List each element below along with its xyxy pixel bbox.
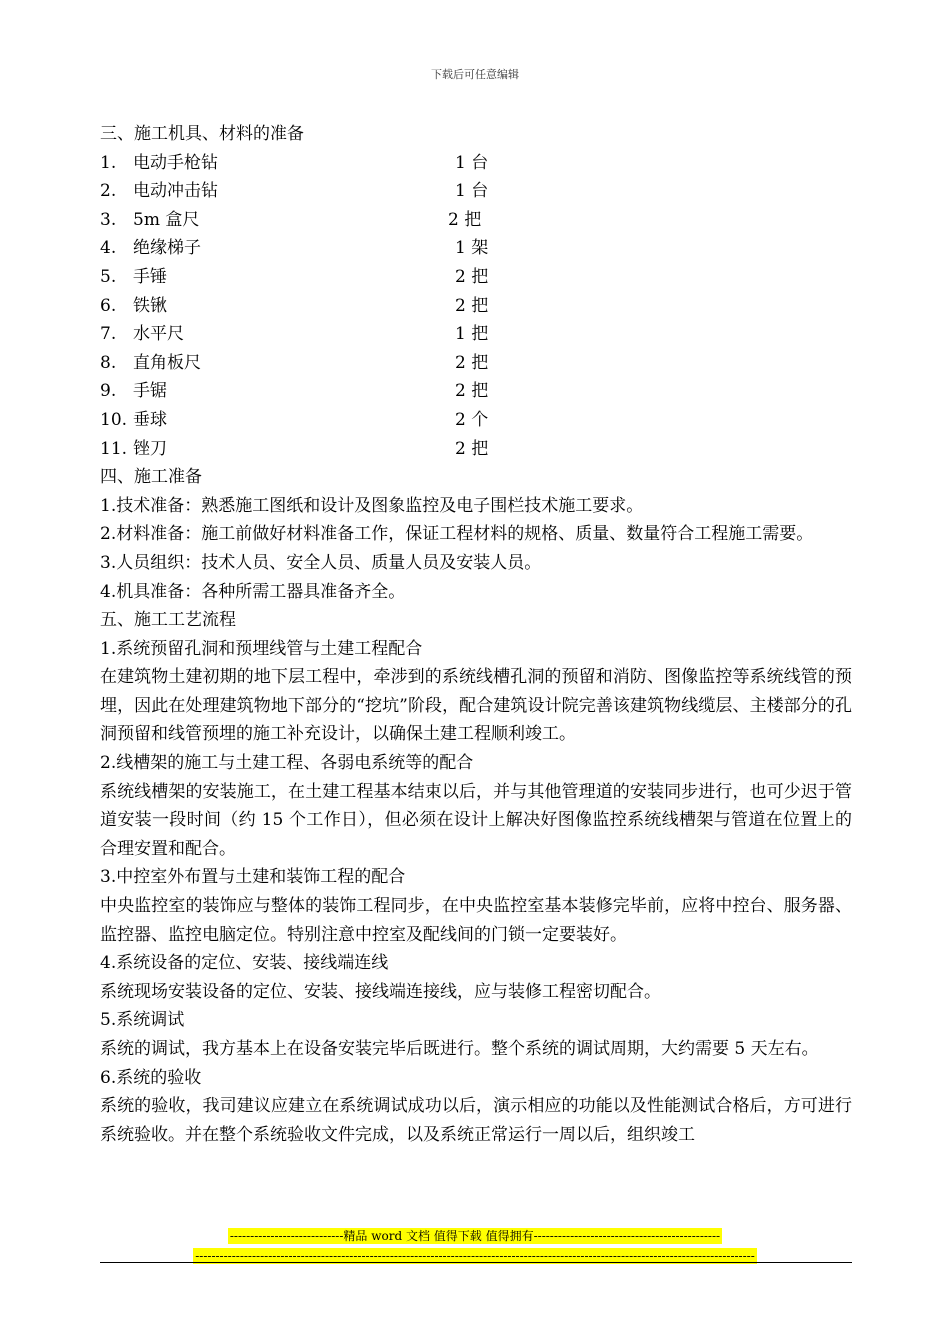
tool-row xyxy=(100,292,852,321)
tool-quantity: 2 把 xyxy=(448,209,482,230)
tool-quantity: 1 台 xyxy=(455,152,489,173)
tool-quantity: 1 把 xyxy=(455,324,489,345)
tool-number: 6. xyxy=(100,295,117,316)
step-body: 中央监控室的装饰应与整体的装饰工程同步，在中央监控室基本装修完毕前，应将中控台、服务器、监控器、监控电脑定位。特别注意中控室及配线间的门锁一定要装好。 xyxy=(100,896,852,945)
tool-quantity: 2 把 xyxy=(455,266,489,287)
tool-name: 5m 盒尺 xyxy=(133,209,200,230)
step-heading: 3.中控室外布置与土建和装饰工程的配合 xyxy=(100,867,406,888)
footer-banner-line: ----------------------------精品 word 文档 值得下载 值得拥有---------------------------------------------- xyxy=(229,1229,721,1243)
step-body: 在建筑物土建初期的地下层工程中，牵涉到的系统线槽孔洞的预留和消防、图像监控等系统线管的预埋，因此在处理建筑物地下部分的“挖坑”阶段，配合建筑设计院完善该建筑物线缆层、主楼部分的孔洞预留和线管预埋的施工补充设计，以确保土建工程顺利竣工。 xyxy=(100,667,852,745)
tool-name: 铁锹 xyxy=(133,295,167,316)
tool-name: 水平尺 xyxy=(133,324,184,345)
tool-quantity: 2 把 xyxy=(455,381,489,402)
step-heading: 2.线槽架的施工与土建工程、各弱电系统等的配合 xyxy=(100,753,474,774)
tool-number: 2. xyxy=(100,181,117,202)
tool-name: 垂球 xyxy=(133,409,167,430)
tool-list xyxy=(100,149,852,464)
document-body xyxy=(100,120,852,1149)
tool-name: 锉刀 xyxy=(133,438,167,459)
step-heading: 5.系统调试 xyxy=(100,1010,185,1031)
tool-name: 电动冲击钻 xyxy=(133,181,218,202)
tool-row xyxy=(100,320,852,349)
tool-name: 电动手枪钻 xyxy=(133,152,218,173)
tool-row xyxy=(100,206,852,235)
tool-number: 8. xyxy=(100,352,117,373)
step-heading: 1.系统预留孔洞和预埋线管与土建工程配合 xyxy=(100,638,423,659)
tool-name: 手锯 xyxy=(133,381,167,402)
tool-quantity: 2 个 xyxy=(455,409,489,430)
prep-item: 4.机具准备：各种所需工器具准备齐全。 xyxy=(100,581,406,602)
tool-name: 直角板尺 xyxy=(133,352,201,373)
step-heading: 4.系统设备的定位、安装、接线端连线 xyxy=(100,953,389,974)
section-5-title: 五、施工工艺流程 xyxy=(100,610,236,631)
tool-name: 绝缘梯子 xyxy=(133,238,201,259)
tool-name: 手锤 xyxy=(133,266,167,287)
section-4-title: 四、施工准备 xyxy=(100,467,202,488)
tool-number: 11. xyxy=(100,438,128,459)
tool-number: 3. xyxy=(100,209,117,230)
tool-row xyxy=(100,263,852,292)
tool-row xyxy=(100,349,852,378)
section-3-title: 三、施工机具、材料的准备 xyxy=(100,124,304,144)
tool-number: 7. xyxy=(100,324,117,345)
step-body: 系统线槽架的安装施工，在土建工程基本结束以后，并与其他管理道的安装同步进行，也可少迟于管道安装一段时间（约 15 个工作日），但必须在设计上解决好图像监控系统线槽架与管道在位置上的合理安置和配合。 xyxy=(100,781,852,859)
page-header: 下载后可任意编辑 xyxy=(431,68,519,81)
tool-quantity: 2 把 xyxy=(455,438,489,459)
tool-quantity: 2 把 xyxy=(455,295,489,316)
step-body: 系统的验收，我司建议应建立在系统调试成功以后，演示相应的功能以及性能测试合格后，方可进行系统验收。并在整个系统验收文件完成，以及系统正常运行一周以后，组织竣工 xyxy=(100,1096,852,1145)
tool-row xyxy=(100,177,852,206)
step-body: 系统现场安装设备的定位、安装、接线端连接线，应与装修工程密切配合。 xyxy=(100,981,661,1002)
tool-row xyxy=(100,406,852,435)
tool-number: 1. xyxy=(100,152,117,173)
tool-quantity: 1 架 xyxy=(455,238,489,259)
tool-row xyxy=(100,435,852,464)
tool-row xyxy=(100,234,852,263)
tool-number: 10. xyxy=(100,409,128,430)
tool-row xyxy=(100,149,852,178)
prep-item: 1.技术准备：熟悉施工图纸和设计及图象监控及电子围栏技术施工要求。 xyxy=(100,495,644,516)
tool-quantity: 2 把 xyxy=(455,352,489,373)
footer-dash-line: ------------------------------------------------------------------------------------------------------------------------------------------ xyxy=(195,1249,755,1263)
prep-item: 2.材料准备：施工前做好材料准备工作，保证工程材料的规格、质量、数量符合工程施工需要。 xyxy=(100,524,814,545)
tool-number: 9. xyxy=(100,381,117,402)
tool-number: 5. xyxy=(100,266,117,287)
step-body: 系统的调试，我方基本上在设备安装完毕后既进行。整个系统的调试周期，大约需要 5 天左右。 xyxy=(100,1039,819,1059)
tool-number: 4. xyxy=(100,238,117,259)
prep-item: 3.人员组织：技术人员、安全人员、质量人员及安装人员。 xyxy=(100,552,542,573)
tool-row xyxy=(100,377,852,406)
footer-rule xyxy=(100,1262,852,1263)
step-heading: 6.系统的验收 xyxy=(100,1067,202,1088)
tool-quantity: 1 台 xyxy=(455,181,489,202)
